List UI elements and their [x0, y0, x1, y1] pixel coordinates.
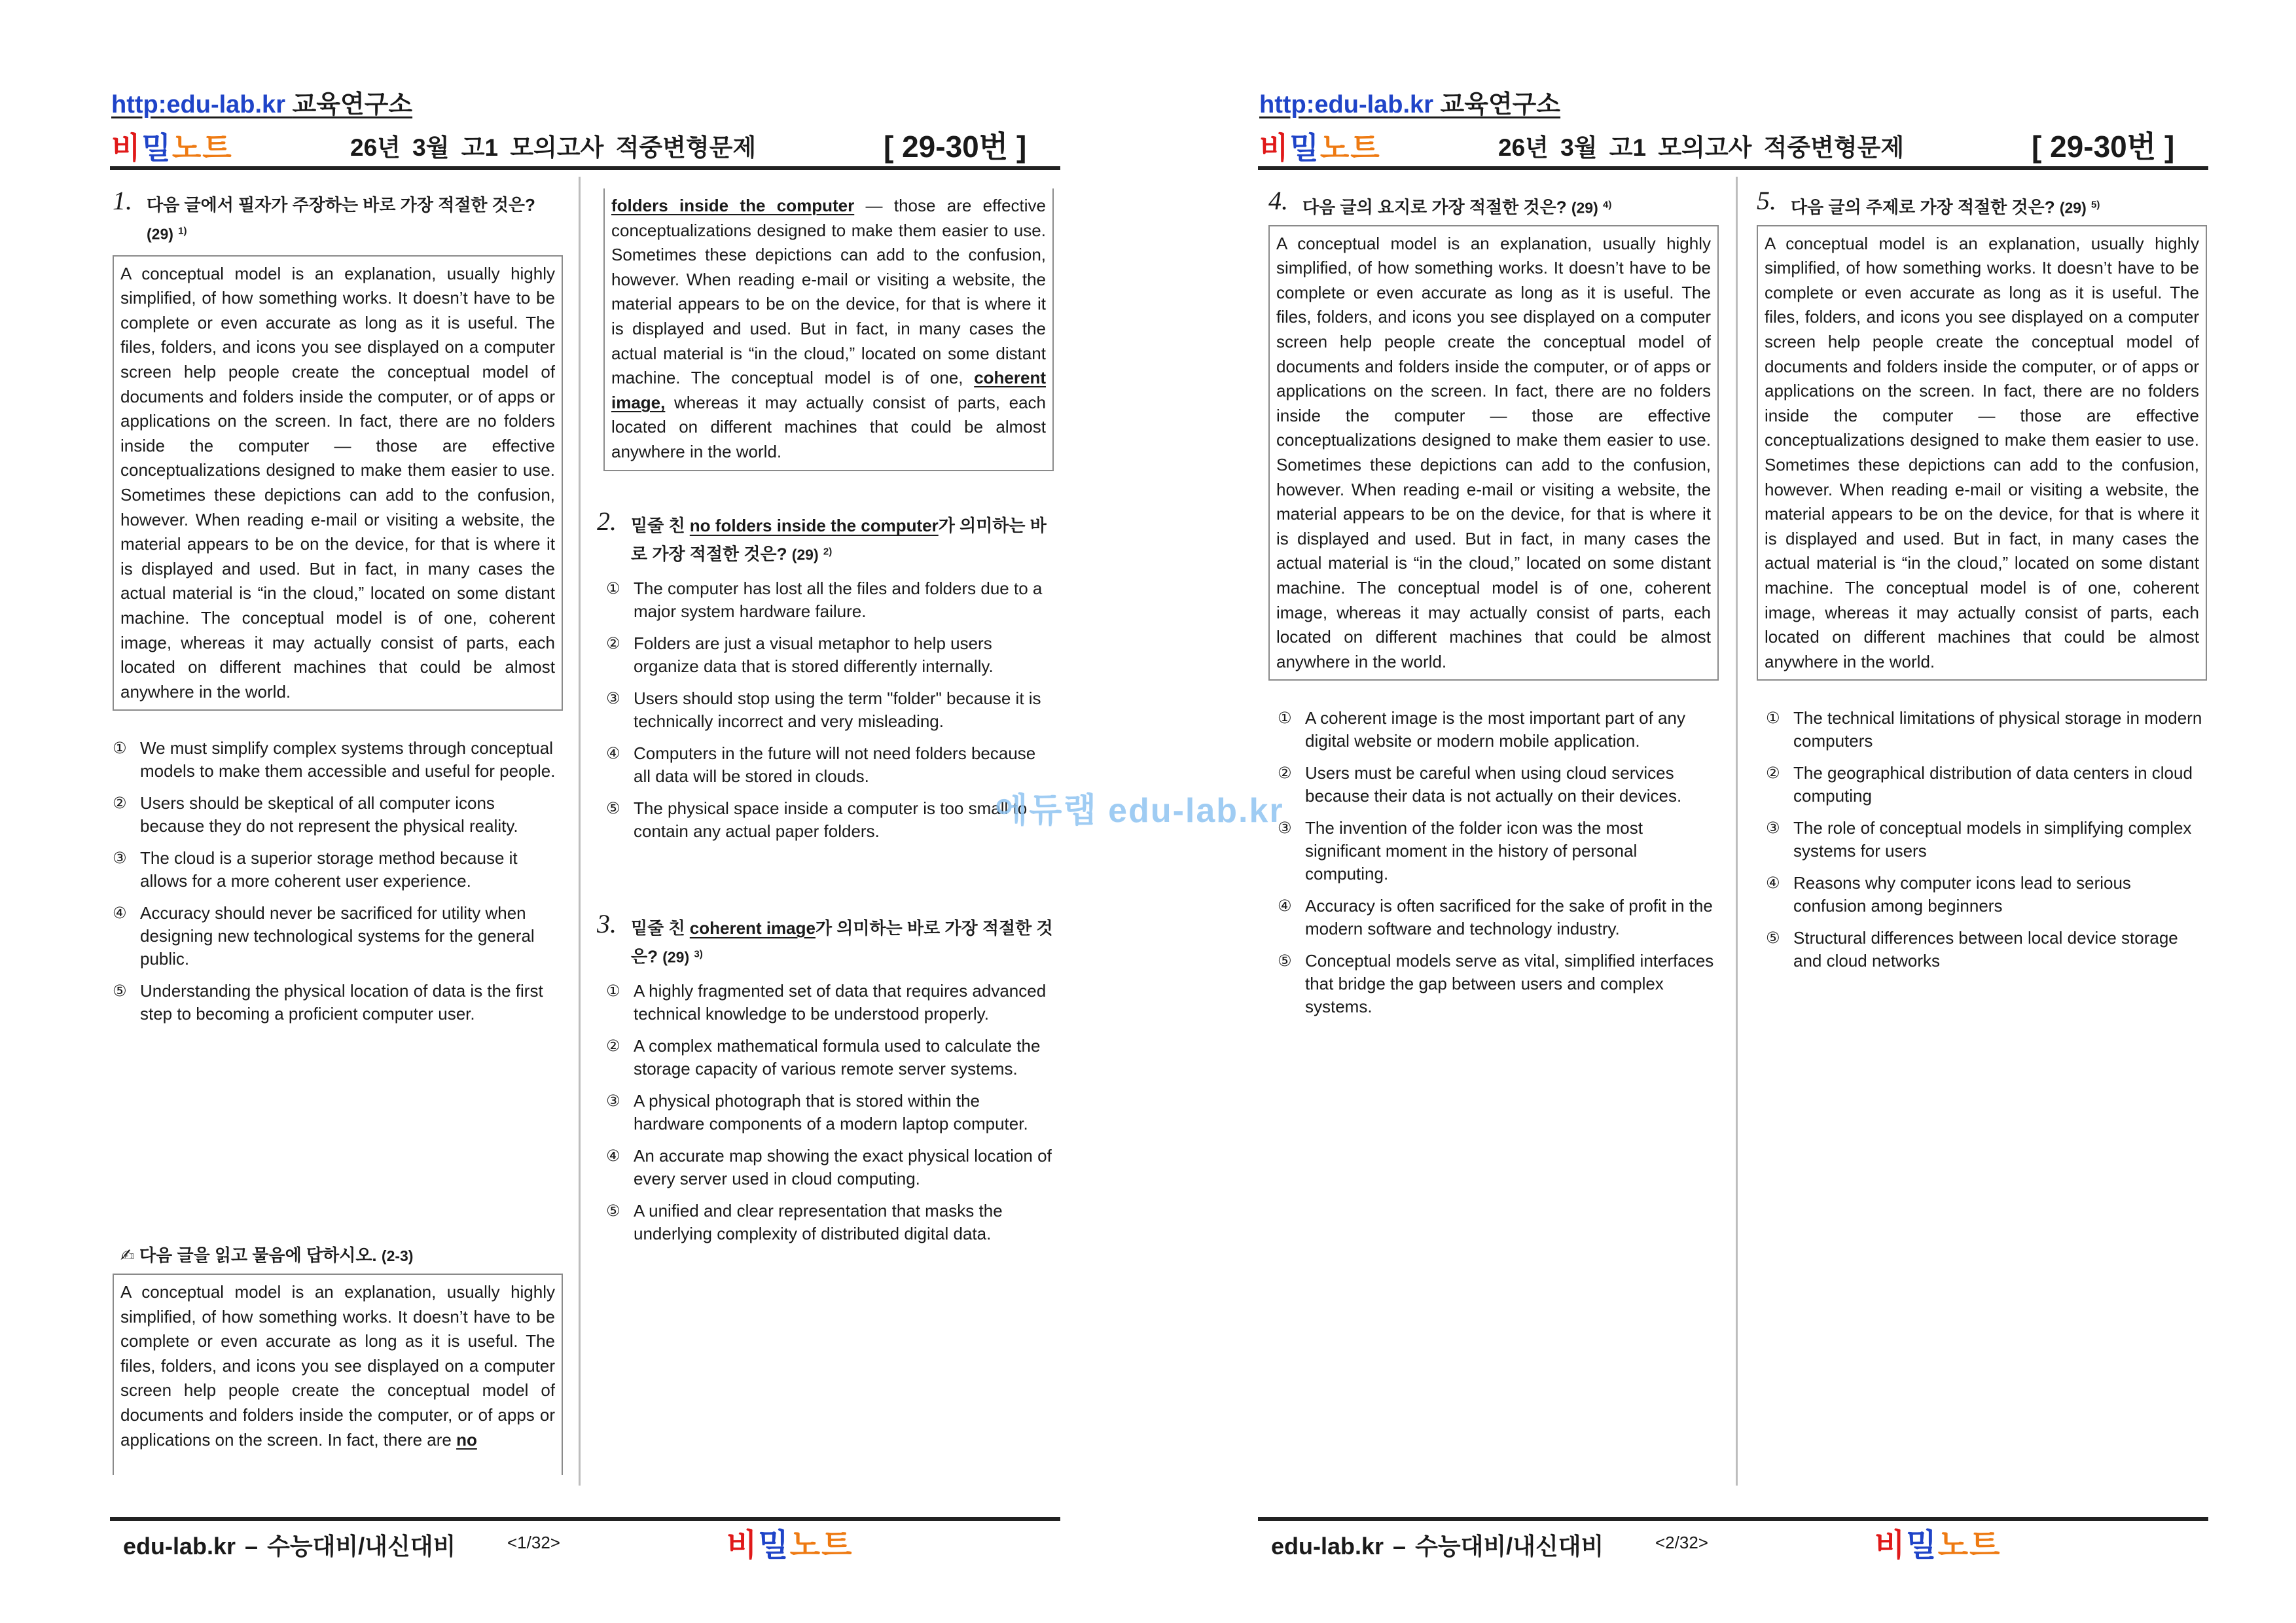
footnote-ref: 4)	[1603, 199, 1612, 210]
choice-1[interactable]: ① We must simplify complex systems through conceptual models to make them accessible and useful for people.	[113, 738, 556, 781]
footnote-ref: 2)	[823, 546, 833, 557]
choice-2[interactable]: ② Users must be careful when using cloud services because their data is not actually on their devices.	[1278, 763, 1682, 806]
passage-box: A conceptual model is an explanation, usually highly simplified, of how something works. It doesn’t have to be complete or even accurate as long as it is useful. The files, folders, and icons you see displayed on a computer screen help people create the conceptual model of documents and folders inside the computer, or of apps or applications on the screen. In fact, there are no folders inside the computer — those are effective conceptualizations designed to make them easier to use. Sometimes these depictions can add to the confusion, however. When reading e-mail or visiting a website, the material appears to be on the device, for that is where it is displayed and used. But in fact, in many cases the actual material is “in the cloud,” located on some distant machine. The conceptual model is of one, coherent image, whereas it may actually consist of parts, each located on different machines that could be almost anywhere in the world.	[1268, 225, 1719, 681]
footer-brand-logo: 비밀노트	[1874, 1528, 2001, 1563]
pen-icon: ✍	[120, 1245, 135, 1265]
choice-list	[597, 980, 1055, 1245]
choice-2[interactable]: ② The geographical distribution of data centers in cloud computing	[1766, 763, 2193, 806]
underline-phrase-2: coherent image,	[611, 368, 1046, 412]
choice-2[interactable]: ② Users should be skeptical of all computer icons because they do not represent the physical reality.	[113, 793, 518, 836]
choice-3[interactable]: ③ The cloud is a superior storage method because it allows for a more coherent user experience.	[113, 848, 518, 891]
footnote-ref: 3)	[694, 948, 703, 959]
set-instruction-text: 다음 글을 읽고 물음에 답하시오.	[139, 1245, 377, 1265]
question-number: 2.	[597, 507, 617, 536]
footer-rule	[1258, 1517, 2208, 1521]
underline-phrase-1: no	[456, 1429, 477, 1450]
question-1-header	[113, 186, 563, 247]
choice-5[interactable]: ⑤ Structural differences between local device storage and cloud networks	[1766, 928, 2178, 971]
footnote-ref: 5)	[2091, 199, 2100, 210]
brand-logo: 비밀노트	[1259, 131, 1381, 165]
question-range: [ 29-30번 ]	[884, 130, 1027, 164]
set-passage-part-1	[113, 1274, 563, 1475]
choice-list	[1268, 707, 1719, 1018]
site-url[interactable]: http:edu-lab.kr	[111, 91, 285, 118]
passage-box: A conceptual model is an explanation, usually highly simplified, of how something works. It doesn’t have to be complete or even accurate as long as it is useful. The files, folders, and icons you see displayed on a computer screen help people create the conceptual model of documents and folders inside the computer, or of apps or applications on the screen. In fact, there are no folders inside the computer — those are effective conceptualizations designed to make them easier to use. Sometimes these depictions can add to the confusion, however. When reading e-mail or visiting a website, the material appears to be on the device, for that is where it is displayed and used. But in fact, in many cases the actual material is “in the cloud,” located on some distant machine. The conceptual model is of one, coherent image, whereas it may actually consist of parts, each located on different machines that could be almost anywhere in the world.	[1757, 225, 2207, 681]
choice-1[interactable]: ① The technical limitations of physical storage in modern computers	[1766, 708, 2202, 751]
choice-3[interactable]: ③ The role of conceptual models in simplifying complex systems for users	[1766, 818, 2192, 861]
question-underlined-phrase: no folders inside the computer	[689, 516, 939, 535]
question-text: 다음 글의 주제로 가장 적절한 것은?	[1791, 197, 2055, 217]
choice-list	[597, 577, 1055, 843]
page-2	[1148, 0, 2296, 1623]
header-rule	[1258, 166, 2208, 170]
passage-box: A conceptual model is an explanation, usually highly simplified, of how something works. It doesn’t have to be complete or even accurate as long as it is useful. The files, folders, and icons you see displayed on a computer screen help people create the conceptual model of documents and folders inside the computer, or of apps or applications on the screen. In fact, there are no folders inside the computer — those are effective conceptualizations designed to make them easier to use. Sometimes these depictions can add to the confusion, however. When reading e-mail or visiting a website, the material appears to be on the device, for that is where it is displayed and used. But in fact, in many cases the actual material is “in the cloud,” located on some distant machine. The conceptual model is of one, coherent image, whereas it may actually consist of parts, each located on different machines that could be almost anywhere in the world.	[113, 255, 563, 711]
set-passage-part-2: folders inside the computer — those are effective conceptualizations designed to make them easier to use. Sometimes these depictions can add to the confusion, however. When reading e-mail or visiting a website, the material appears to be on the device, for that is where it is displayed and used. But in fact, in many cases the actual material is “in the cloud,” located on some distant machine. The conceptual model is of one, coherent image, whereas it may actually consist of parts, each located on different machines that could be almost anywhere in the world.	[603, 188, 1054, 471]
choice-4[interactable]: ④ Accuracy is often sacrificed for the sake of profit in the modern software and technology industry.	[1278, 896, 1713, 939]
site-org: 교육연구소	[292, 91, 413, 118]
question-number: 1.	[113, 186, 132, 215]
choice-5[interactable]: ⑤ The physical space inside a computer is too small to contain any actual paper folders.	[606, 798, 1028, 841]
footnote-ref: 1)	[178, 225, 187, 236]
question-number: 3.	[597, 909, 617, 938]
question-meta: (29)	[147, 225, 173, 243]
choice-4[interactable]: ④ Computers in the future will not need folders because all data will be stored in clouds.	[606, 743, 1036, 786]
choice-1[interactable]: ① A coherent image is the most important part of any digital website or modern mobile application.	[1278, 708, 1685, 751]
question-5	[1757, 186, 2207, 982]
exam-title: 26년 3월 고1 모의고사 적중변형문제	[1498, 134, 1905, 161]
underline-phrase-1-cont: folders inside the computer	[611, 196, 855, 215]
site-url[interactable]: http:edu-lab.kr	[1259, 91, 1433, 118]
choice-list	[1757, 707, 2207, 972]
question-3-header: 3. 밑줄 친 coherent image가 의미하는 바로 가장 적절한 것은? (29) $^{3)}$	[597, 909, 1053, 967]
watermark: 에듀랩 edu-lab.kr	[995, 792, 1284, 830]
footer-brand-logo: 비밀노트	[726, 1528, 853, 1563]
set-passage-text: A conceptual model is an explanation, usually highly simplified, of how something works. It doesn’t have to be complete or even accurate as long as it is useful. The files, folders, and icons you see displayed on a computer screen help people create the conceptual model of documents and folders inside the computer, or of apps or applications on the screen. In fact, there are	[120, 1282, 555, 1450]
choice-5[interactable]: ⑤ A unified and clear representation that masks the underlying complexity of distributed digital data.	[606, 1200, 1003, 1243]
footer-text: edu-lab.kr – 수능대비/내신대비	[1271, 1533, 1604, 1560]
site-link[interactable]	[1259, 84, 1560, 120]
set-instruction	[120, 1242, 571, 1266]
choice-2[interactable]: ② A complex mathematical formula used to calculate the storage capacity of various remote server systems.	[606, 1035, 1041, 1079]
choice-4[interactable]: ④ Accuracy should never be sacrificed for utility when designing new technological systems for the general public.	[113, 903, 535, 969]
brand-logo: 비밀노트	[111, 131, 233, 165]
choice-1[interactable]: ① The computer has lost all the files and folders due to a major system hardware failure.	[606, 578, 1043, 621]
question-underlined-phrase: coherent image	[689, 918, 816, 938]
choice-4[interactable]: ④ Reasons why computer icons lead to serious confusion among beginners	[1766, 873, 2131, 916]
choice-4[interactable]: ④ An accurate map showing the exact physical location of every server used in cloud computing.	[606, 1145, 1052, 1188]
question-2	[597, 507, 1055, 852]
header-rule	[110, 166, 1060, 170]
page-number: <2/32>	[1655, 1533, 1708, 1552]
question-number: 4.	[1268, 186, 1288, 215]
choice-1[interactable]: ① A highly fragmented set of data that requires advanced technical knowledge to be understood properly.	[606, 980, 1047, 1024]
footer-text: edu-lab.kr – 수능대비/내신대비	[123, 1533, 456, 1560]
set-instruction-meta: (2-3)	[381, 1247, 414, 1264]
question-1	[113, 186, 563, 1035]
exam-title: 26년 3월 고1 모의고사 적중변형문제	[350, 134, 757, 161]
question-text: 다음 글에서 필자가 주장하는 바로 가장 적절한 것은?	[147, 195, 535, 215]
question-text: 다음 글의 요지로 가장 적절한 것은?	[1302, 197, 1567, 217]
question-3	[597, 909, 1055, 1255]
choice-3[interactable]: ③ The invention of the folder icon was the most significant moment in the history of personal computing.	[1278, 818, 1643, 884]
choice-list	[113, 737, 563, 1026]
question-4-header: 4. 다음 글의 요지로 가장 적절한 것은? (29) $^{4)}$	[1268, 186, 1612, 217]
question-range: [ 29-30번 ]	[2032, 130, 2175, 164]
site-link[interactable]	[111, 84, 412, 120]
choice-5[interactable]: ⑤ Conceptual models serve as vital, simplified interfaces that bridge the gap between users and complex systems.	[1278, 951, 1714, 1017]
site-org: 교육연구소	[1440, 91, 1561, 118]
question-5-header: 5. 다음 글의 주제로 가장 적절한 것은? (29) $^{5)}$	[1757, 186, 2100, 217]
column-divider	[1736, 177, 1738, 1486]
page-number: <1/32>	[507, 1533, 560, 1552]
question-4	[1268, 186, 1719, 1027]
choice-2[interactable]: ② Folders are just a visual metaphor to help users organize data that is stored differently internally.	[606, 633, 994, 676]
footer-rule	[110, 1517, 1060, 1521]
choice-3[interactable]: ③ Users should stop using the term "folder" because it is technically incorrect and very misleading.	[606, 688, 1041, 731]
column-divider	[579, 177, 581, 1486]
choice-5[interactable]: ⑤ Understanding the physical location of data is the first step to becoming a proficient computer user.	[113, 981, 543, 1024]
question-number: 5.	[1757, 186, 1776, 215]
choice-3[interactable]: ③ A physical photograph that is stored within the hardware components of a modern laptop computer.	[606, 1090, 1028, 1133]
question-2-header: 2. 밑줄 친 no folders inside the computer가 의미하는 바로 가장 적절한 것은? (29) $^{2)}$	[597, 507, 1047, 564]
